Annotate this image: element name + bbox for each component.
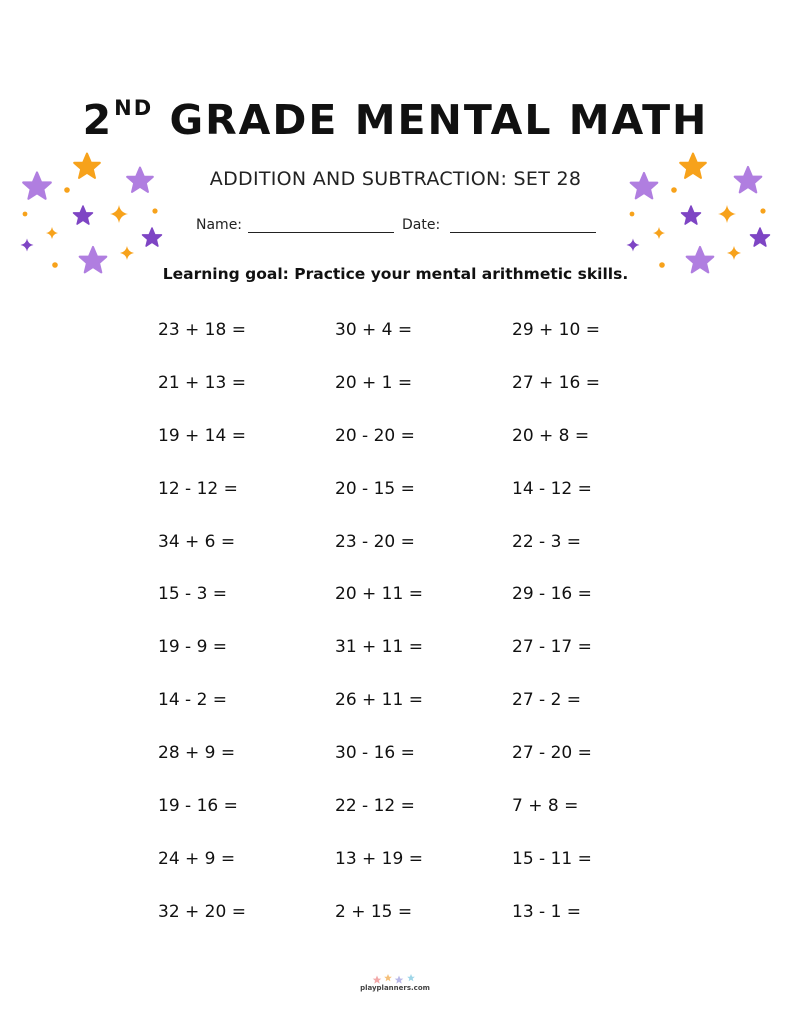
title-number: 2 [82, 96, 114, 144]
math-problem: 26 + 11 = [335, 690, 423, 711]
math-problem: 14 - 12 = [512, 478, 592, 499]
star-icon [751, 228, 770, 246]
date-field[interactable] [450, 218, 596, 233]
sparkle-icon [653, 227, 665, 239]
sparkle-icon [718, 205, 736, 223]
math-problem: 15 - 3 = [158, 584, 228, 605]
math-problem: 29 + 10 = [512, 320, 600, 340]
math-problem: 21 + 13 = [158, 372, 246, 393]
right-star-decoration [611, 0, 791, 290]
dot-icon [760, 208, 765, 213]
math-problem: 20 - 15 = [335, 478, 415, 499]
math-problem: 20 + 1 = [335, 372, 413, 393]
math-problem: 13 - 1 = [512, 901, 582, 922]
math-problem: 19 + 14 = [158, 425, 246, 446]
page-title [0, 96, 791, 144]
left-star-decoration [0, 0, 180, 290]
math-problem: 30 - 16 = [335, 743, 415, 764]
sparkle-icon [120, 246, 134, 260]
math-problem: 22 - 3 = [512, 531, 582, 552]
sparkle-icon [627, 239, 640, 252]
math-problem: 30 + 4 = [335, 320, 413, 340]
math-problem: 34 + 6 = [158, 531, 236, 552]
star-icon [682, 206, 701, 224]
problem-grid [158, 317, 689, 952]
star-icon [74, 206, 93, 224]
sparkle-icon [21, 239, 34, 252]
name-label: Name: [196, 217, 243, 233]
math-problem: 20 - 20 = [335, 425, 415, 446]
page-subtitle: ADDITION AND SUBTRACTION: SET 28 [209, 168, 582, 190]
math-problem: 28 + 9 = [158, 743, 236, 764]
math-problem: 24 + 9 = [158, 848, 236, 869]
math-problem: 32 + 20 = [158, 901, 246, 922]
math-problem: 15 - 11 = [512, 848, 592, 869]
math-problem: 2 + 15 = [335, 901, 413, 922]
math-problem: 13 + 19 = [335, 848, 423, 869]
dot-icon [152, 208, 157, 213]
title-ordinal: ND [114, 96, 154, 121]
star-icon [143, 228, 162, 246]
math-problem: 20 + 11 = [335, 584, 423, 605]
sparkle-icon [110, 205, 128, 223]
math-problem: 20 + 8 = [512, 425, 590, 446]
math-problem: 27 + 16 = [512, 372, 600, 393]
math-problem: 19 - 16 = [158, 796, 238, 817]
math-problem: 14 - 2 = [158, 690, 228, 711]
dot-icon [630, 212, 635, 217]
math-problem: 27 - 17 = [512, 637, 592, 658]
sparkle-icon [46, 227, 58, 239]
math-problem: 27 - 2 = [512, 690, 582, 711]
dot-icon [23, 212, 28, 217]
math-problem: 12 - 12 = [158, 478, 238, 499]
math-problem: 7 + 8 = [512, 796, 579, 817]
math-problem: 31 + 11 = [335, 637, 423, 658]
math-problem: 23 + 18 = [158, 320, 246, 340]
math-problem: 29 - 16 = [512, 584, 592, 605]
date-label: Date: [402, 217, 441, 233]
math-problem: 19 - 9 = [158, 637, 228, 658]
title-text: GRADE MENTAL MATH [169, 96, 709, 144]
math-problem: 23 - 20 = [335, 531, 415, 552]
math-problem: 27 - 20 = [512, 743, 592, 764]
math-problem: 22 - 12 = [335, 796, 415, 817]
footer-site: playplanners.com [360, 984, 430, 992]
name-date-row [196, 217, 606, 233]
footer-logo [355, 974, 435, 996]
sparkle-icon [727, 246, 741, 260]
learning-goal: Learning goal: Practice your mental arithmetic skills. [162, 265, 629, 283]
name-field[interactable] [248, 218, 394, 233]
